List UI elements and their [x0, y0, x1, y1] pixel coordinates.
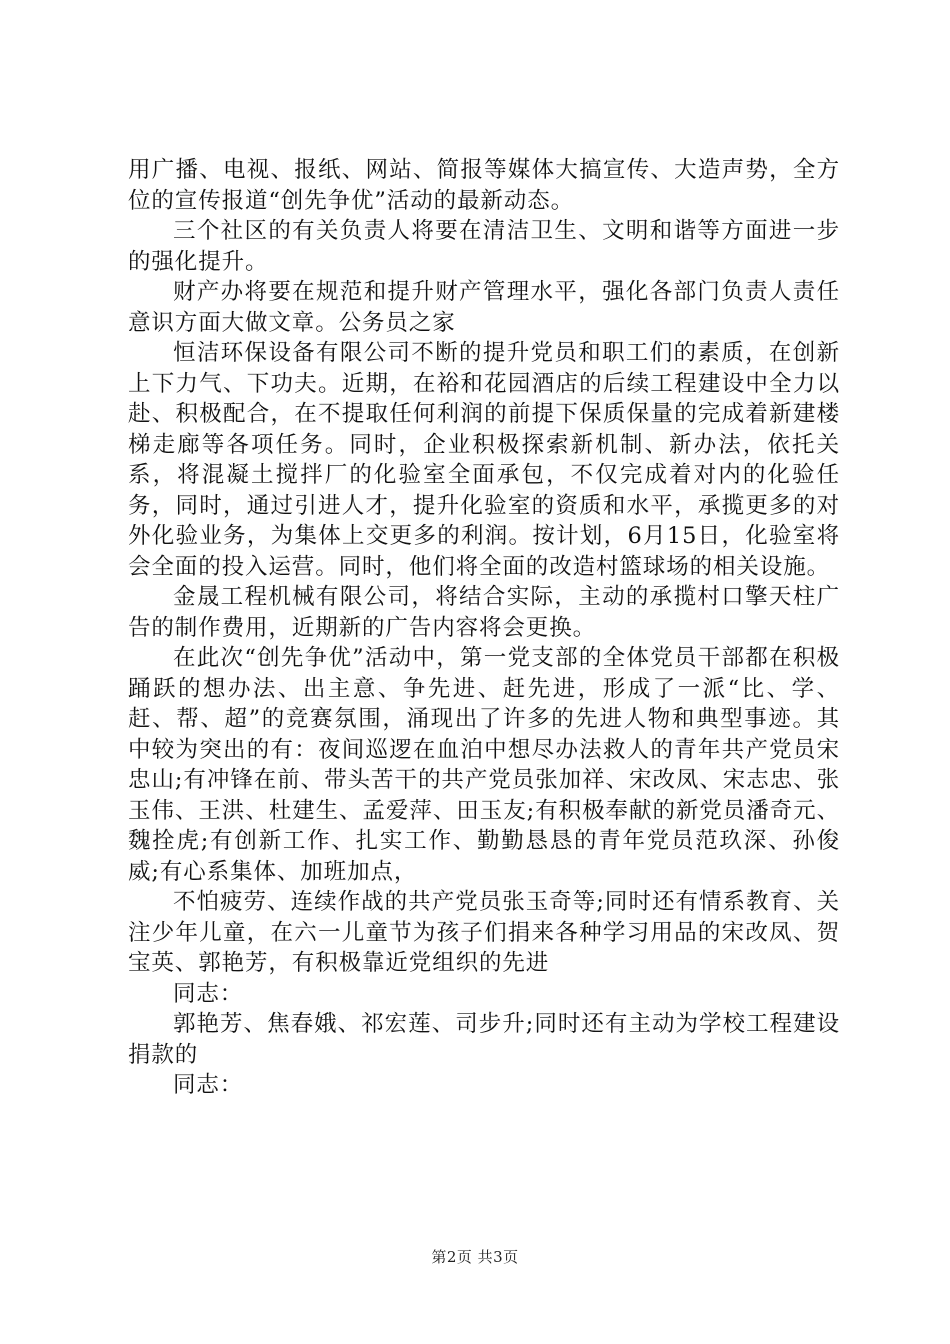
- paragraph-2: 三个社区的有关负责人将要在清洁卫生、文明和谐等方面进一步的强化提升。: [128, 218, 840, 275]
- document-body: [128, 155, 840, 1101]
- paragraph-8: 同志：: [173, 980, 244, 1007]
- paragraph-1: 用广播、电视、报纸、网站、简报等媒体大搞宣传、大造声势，全方位的宣传报道“创先争优”活动的最新动态。: [128, 157, 840, 214]
- paragraph-4: 恒洁环保设备有限公司不断的提升党员和职工们的素质，在创新上下力气、下功夫。近期，在裕和花园酒店的后续工程建设中全力以赴、积极配合，在不提取任何利润的前提下保质保量的完成着新建楼梯走廊等各项任务。同时，企业积极探索新机制、新办法，依托关系，将混凝土搅拌厂的化验室全面承包，不仅完成着对内的化验任务，同时，通过引进人才，提升化验室的资质和水平，承揽更多的对外化验业务，为集体上交更多的利润。按计划，6月15日，化验室将会全面的投入运营。同时，他们将全面的改造村篮球场的相关设施。: [128, 340, 840, 580]
- paragraph-10: 同志：: [173, 1072, 244, 1098]
- page-number-footer: 第2页 共3页: [431, 1248, 519, 1266]
- paragraph-3: 财产办将要在规范和提升财产管理水平，强化各部门负责人责任意识方面大做文章。公务员之家: [128, 279, 840, 336]
- paragraph-7: 不怕疲劳、连续作战的共产党员张玉奇等;同时还有情系教育、关注少年儿童，在六一儿童节为孩子们捐来各种学习用品的宋改凤、贺宝英、郭艳芳，有积极靠近党组织的先进: [128, 889, 840, 976]
- paragraph-5: 金晟工程机械有限公司，将结合实际，主动的承揽村口擎天柱广告的制作费用，近期新的广告内容将会更换。: [128, 584, 840, 641]
- paragraph-6: 在此次“创先争优”活动中，第一党支部的全体党员干部都在积极踊跃的想办法、出主意、争先进、赶先进，形成了一派“比、学、赶、帮、超”的竞赛氛围，涌现出了许多的先进人物和典型事迹。其中较为突出的有：夜间巡逻在血泊中想尽办法救人的青年共产党员宋忠山;有冲锋在前、带头苦干的共产党员张加祥、宋改凤、宋志忠、张玉伟、王洪、杜建生、孟爱萍、田玉友;有积极奉献的新党员潘奇元、魏拴虎;有创新工作、扎实工作、勤勤恳恳的青年党员范玖深、孙俊威;有心系集体、加班加点，: [128, 645, 840, 885]
- paragraph-9: 郭艳芳、焦春娥、祁宏莲、司步升;同时还有主动为学校工程建设捐款的: [128, 1011, 840, 1068]
